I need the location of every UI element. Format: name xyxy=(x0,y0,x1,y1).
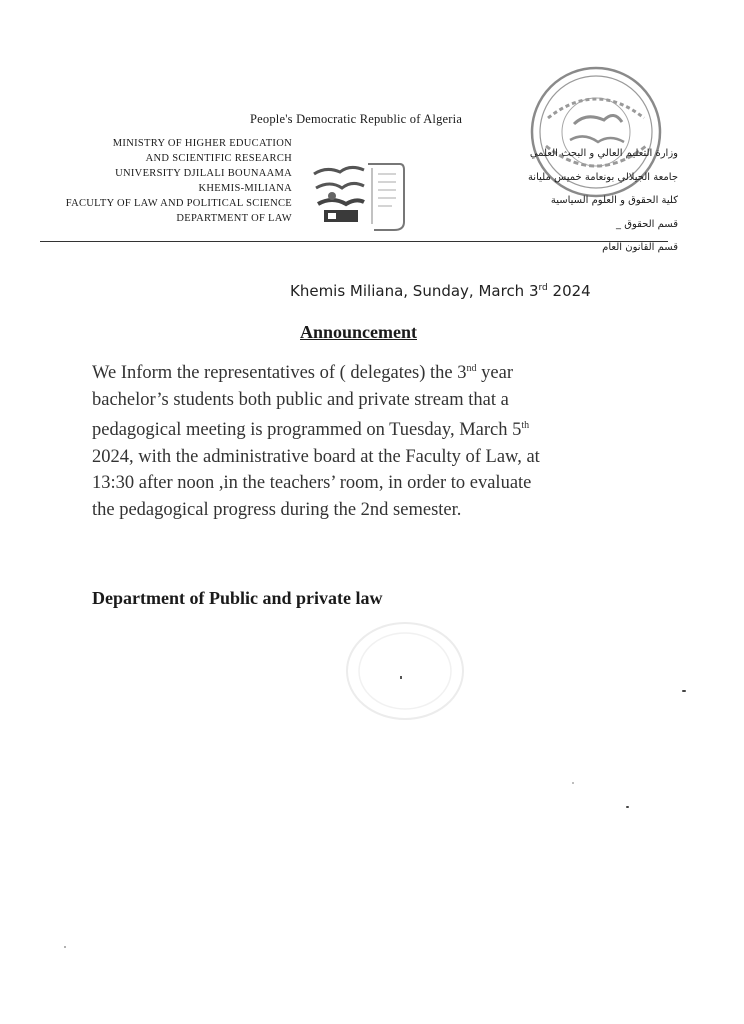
ministry-line-2: AND SCIENTIFIC RESEARCH xyxy=(145,153,292,164)
header-divider xyxy=(40,241,668,242)
scan-speck xyxy=(64,946,66,948)
date-year: 2024 xyxy=(547,282,591,300)
arabic-department-line: قسم الحقوق _ xyxy=(616,218,678,230)
body-line-5: 13:30 after noon ,in the teachers’ room, in order to evaluate xyxy=(92,473,532,494)
body-line-2: bachelor’s students both public and private stream that a xyxy=(92,389,509,410)
signature-department: Department of Public and private law xyxy=(92,588,383,608)
city-line: KHEMIS-MILIANA xyxy=(198,183,292,194)
institution-header-english xyxy=(66,136,292,226)
faint-seal xyxy=(340,616,470,726)
body-line-6: the pedagogical progress during the 2nd semester. xyxy=(92,499,462,520)
department-line: DEPARTMENT OF LAW xyxy=(176,213,292,224)
scan-speck xyxy=(682,690,686,692)
arabic-section-line: قسم القانون العام xyxy=(602,242,678,253)
announcement-body xyxy=(92,356,632,523)
university-line: UNIVERSITY DJILALI BOUNAAMA xyxy=(115,168,292,179)
body-line-1-text: We Inform the representatives of ( delegates) the 3 xyxy=(92,363,467,384)
scan-speck xyxy=(572,782,574,784)
announcement-title: Announcement xyxy=(300,322,418,342)
date-text: Khemis Miliana, Sunday, March 3 xyxy=(290,282,539,300)
body-line-1-ordinal: nd xyxy=(466,363,477,374)
arabic-faculty-line: كلية الحقوق و العلوم السياسية xyxy=(550,195,678,206)
date-ordinal: rd xyxy=(538,283,548,293)
date-line xyxy=(290,282,591,300)
body-line-3-text: pedagogical meeting is programmed on Tuesday, March 5 xyxy=(92,420,522,441)
body-line-4: 2024, with the administrative board at the Faculty of Law, at xyxy=(92,446,540,467)
university-logo xyxy=(306,160,410,234)
body-line-3 xyxy=(92,413,632,444)
scan-speck xyxy=(626,806,629,808)
arabic-ministry-line: وزارة التعليم العالي و البحث العلمي xyxy=(529,148,678,159)
ministry-line: MINISTRY OF HIGHER EDUCATION xyxy=(112,138,292,149)
republic-heading: People's Democratic Republic of Algeria xyxy=(250,112,463,126)
body-line-1-end: year xyxy=(476,363,513,384)
body-line-3-ordinal: th xyxy=(521,420,530,432)
faculty-line: FACULTY OF LAW AND POLITICAL SCIENCE xyxy=(65,198,292,209)
arabic-university-line: جامعة الجيلالي بونعامة خميس مليانة xyxy=(527,171,678,183)
body-line-1 xyxy=(92,356,632,387)
